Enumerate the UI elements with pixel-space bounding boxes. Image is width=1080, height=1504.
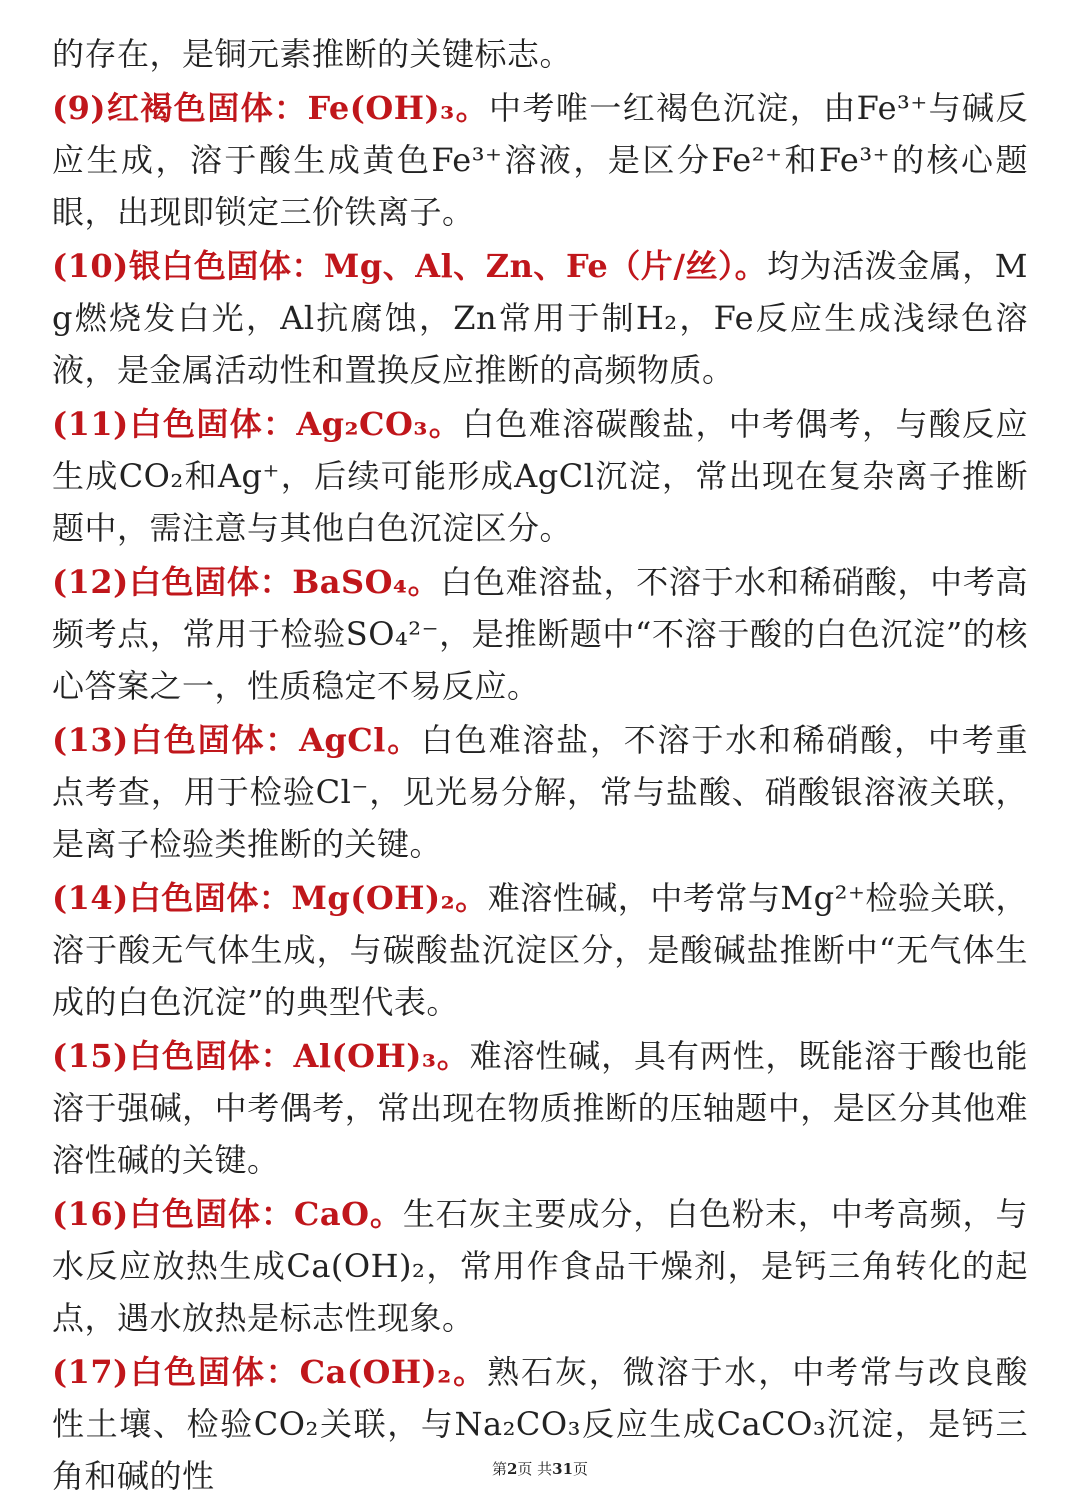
footer-prefix: 第 (491, 1460, 507, 1478)
item-17 (52, 1346, 1028, 1502)
item-heading: (17)白色固体：Ca(OH)₂。 (52, 1353, 488, 1391)
item-body: 难溶性碱，具有两性，既能溶于酸也能溶于强碱，中考偶考，常出现在物质推断的压轴题中，是区分其他难溶性碱的关键。 (52, 1037, 1028, 1179)
item-10 (52, 240, 1028, 396)
item-body: 难溶性碱，中考常与Mg²⁺检验关联，溶于酸无气体生成，与碳酸盐沉淀区分，是酸碱盐推断中“无气体生成的白色沉淀”的典型代表。 (52, 879, 1028, 1021)
item-heading: (10)银白色固体：Mg、Al、Zn、Fe（片/丝）。 (52, 247, 768, 285)
footer-total-pages: 31 (552, 1460, 574, 1478)
footer-suffix: 页 (573, 1460, 589, 1478)
item-14 (52, 872, 1028, 1028)
item-heading: (9)红褐色固体：Fe(OH)₃。 (52, 89, 490, 127)
intro-text: 的存在，是铜元素推断的关键标志。 (52, 35, 573, 73)
item-9 (52, 82, 1028, 238)
item-body: 中考唯一红褐色沉淀，由Fe³⁺与碱反应生成，溶于酸生成黄色Fe³⁺溶液，是区分Fe²⁺和Fe³⁺的核心题眼，出现即锁定三价铁离子。 (52, 89, 1028, 231)
item-body: 白色难溶盐，不溶于水和稀硝酸，中考重点考查，用于检验Cl⁻，见光易分解，常与盐酸、硝酸银溶液关联，是离子检验类推断的关键。 (52, 721, 1028, 863)
item-body: 白色难溶碳酸盐，中考偶考，与酸反应生成CO₂和Ag⁺，后续可能形成AgCl沉淀，常出现在复杂离子推断题中，需注意与其他白色沉淀区分。 (52, 405, 1028, 547)
item-13 (52, 714, 1028, 870)
item-body: 均为活泼金属，Mg燃烧发白光，Al抗腐蚀，Zn常用于制H₂，Fe反应生成浅绿色溶液，是金属活动性和置换反应推断的高频物质。 (52, 247, 1028, 389)
item-heading: (12)白色固体：BaSO₄。 (52, 563, 441, 601)
page-footer (0, 1460, 1080, 1478)
item-11 (52, 398, 1028, 554)
item-heading: (13)白色固体：AgCl。 (52, 721, 421, 759)
item-body: 生石灰主要成分，白色粉末，中考高频，与水反应放热生成Ca(OH)₂，常用作食品干燥剂，是钙三角转化的起点，遇水放热是标志性现象。 (52, 1195, 1028, 1337)
item-12 (52, 556, 1028, 712)
intro-paragraph (52, 28, 1028, 80)
item-heading: (11)白色固体：Ag₂CO₃。 (52, 405, 463, 443)
item-heading: (14)白色固体：Mg(OH)₂。 (52, 879, 488, 917)
item-heading: (16)白色固体：CaO。 (52, 1195, 403, 1233)
item-heading: (15)白色固体：Al(OH)₃。 (52, 1037, 470, 1075)
footer-page-number: 2 (506, 1460, 518, 1478)
item-16 (52, 1188, 1028, 1344)
item-body: 熟石灰，微溶于水，中考常与改良酸性土壤、检验CO₂关联，与Na₂CO₃反应生成CaCO₃沉淀，是钙三角和碱的性 (52, 1353, 1028, 1495)
item-15 (52, 1030, 1028, 1186)
footer-middle: 页 共 (517, 1460, 553, 1478)
document-body (52, 28, 1028, 1504)
item-body: 白色难溶盐，不溶于水和稀硝酸，中考高频考点，常用于检验SO₄²⁻，是推断题中“不溶于酸的白色沉淀”的核心答案之一，性质稳定不易反应。 (52, 563, 1028, 705)
